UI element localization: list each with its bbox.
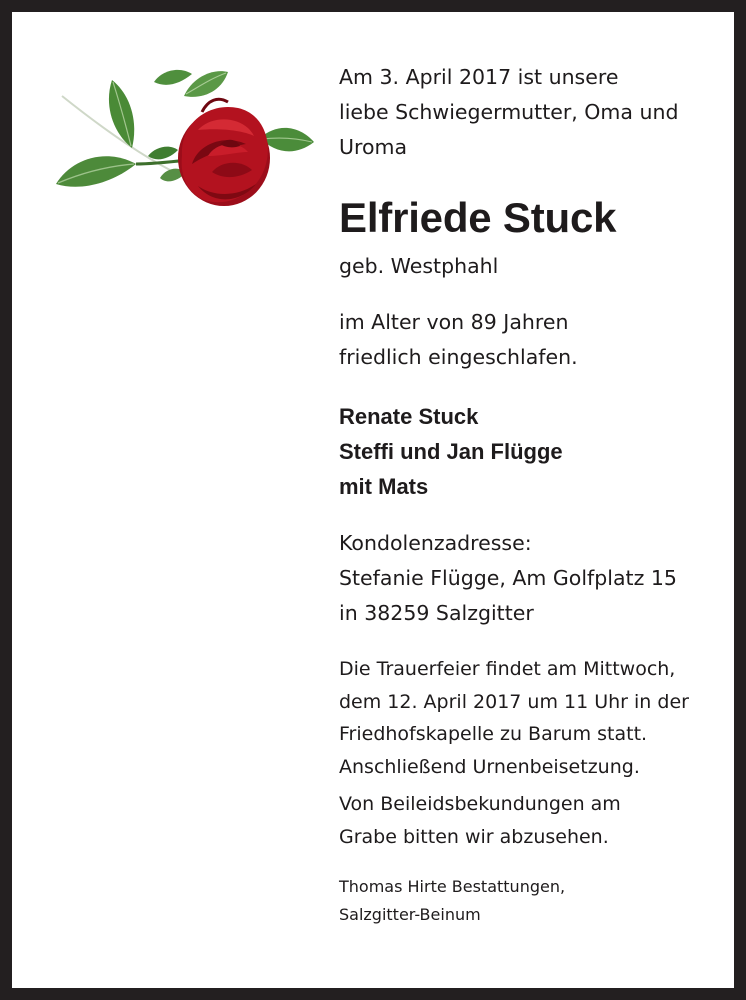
age-statement: im Alter von 89 Jahren friedlich eingeschlafen. xyxy=(339,310,578,369)
mourner-line: Steffi und Jan Flügge xyxy=(339,439,563,464)
mourners-list xyxy=(339,399,739,504)
notice-text xyxy=(339,60,739,929)
birth-name: geb. Westphahl xyxy=(339,254,499,278)
red-rose-image xyxy=(52,60,314,210)
announcement-intro: Am 3. April 2017 ist unsere liebe Schwiegermutter, Oma und Uroma xyxy=(339,65,679,159)
mourner-line: Renate Stuck xyxy=(339,404,479,429)
funeral-service-info: Die Trauerfeier findet am Mittwoch, dem 12. April 2017 um 11 Uhr in der Friedhofskapelle zu Barum statt. Anschließend Urnenbeisetzung. xyxy=(339,658,689,778)
condolence-address: Kondolenzadresse: Stefanie Flügge, Am Golfplatz 15 in 38259 Salzgitter xyxy=(339,531,677,625)
condolence-request: Von Beileidsbekundungen am Grabe bitten wir abzusehen. xyxy=(339,793,621,848)
funeral-home: Thomas Hirte Bestattungen, Salzgitter-Beinum xyxy=(339,877,566,924)
deceased-name: Elfriede Stuck xyxy=(339,194,617,241)
mourner-line: mit Mats xyxy=(339,474,429,499)
